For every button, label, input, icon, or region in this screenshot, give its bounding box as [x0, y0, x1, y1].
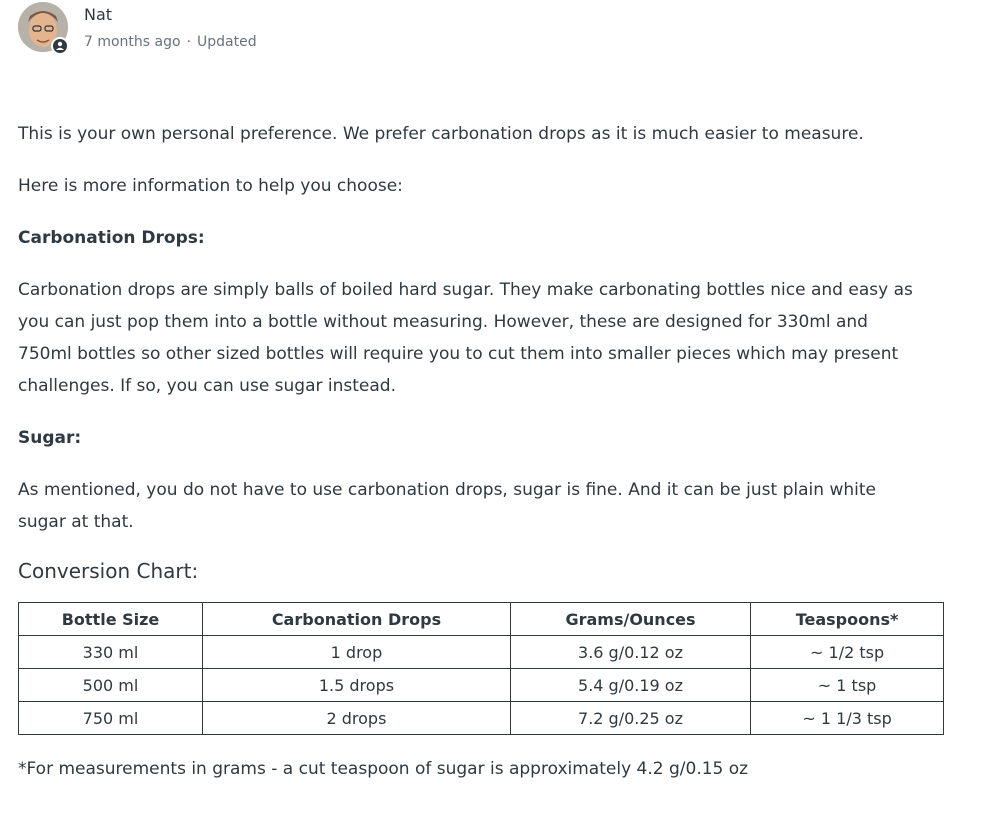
table-cell: 2 drops — [203, 702, 511, 735]
article-body — [18, 118, 918, 805]
chart-heading: Conversion Chart: — [18, 559, 199, 583]
drops-paragraph: Carbonation drops are simply balls of boiled hard sugar. They make carbonating bottles nice and easy as you can just pop them into a bottle without measuring. However, these are designed for 330ml and 750ml bottles so other sized bottles will require you to cut them into smaller pieces which may present challenges. If so, you can use sugar instead. — [18, 280, 913, 396]
table-cell: ~ 1 1/3 tsp — [751, 702, 944, 735]
table-cell: 330 ml — [19, 636, 203, 669]
table-cell: 5.4 g/0.19 oz — [510, 669, 750, 702]
table-cell: 1 drop — [203, 636, 511, 669]
table-cell: 750 ml — [19, 702, 203, 735]
user-badge-icon — [51, 37, 69, 55]
column-header: Bottle Size — [19, 603, 203, 636]
table-cell: 7.2 g/0.25 oz — [510, 702, 750, 735]
sugar-heading: Sugar: — [18, 428, 82, 448]
table-cell: 500 ml — [19, 669, 203, 702]
author-meta — [84, 34, 257, 50]
table-cell: 3.6 g/0.12 oz — [510, 636, 750, 669]
meta-separator: · — [186, 34, 192, 50]
intro-paragraph: This is your own personal preference. We prefer carbonation drops as it is much easier to measure. — [18, 124, 864, 144]
post-time: 7 months ago — [84, 34, 181, 50]
table-cell: 1.5 drops — [203, 669, 511, 702]
table-header-row — [19, 603, 944, 636]
updated-status: Updated — [197, 34, 257, 50]
table-cell: ~ 1/2 tsp — [751, 636, 944, 669]
column-header: Teaspoons* — [751, 603, 944, 636]
conversion-table — [18, 602, 944, 735]
table-cell: ~ 1 tsp — [751, 669, 944, 702]
table-row — [19, 636, 944, 669]
table-row — [19, 669, 944, 702]
help-paragraph: Here is more information to help you choose: — [18, 176, 403, 196]
footnote: *For measurements in grams - a cut teaspoon of sugar is approximately 4.2 g/0.15 oz — [18, 759, 749, 779]
column-header: Carbonation Drops — [203, 603, 511, 636]
drops-heading: Carbonation Drops: — [18, 228, 205, 248]
column-header: Grams/Ounces — [510, 603, 750, 636]
table-row — [19, 702, 944, 735]
sugar-paragraph: As mentioned, you do not have to use carbonation drops, sugar is fine. And it can be just plain white sugar at that. — [18, 480, 876, 532]
author-name[interactable]: Nat — [84, 5, 113, 24]
